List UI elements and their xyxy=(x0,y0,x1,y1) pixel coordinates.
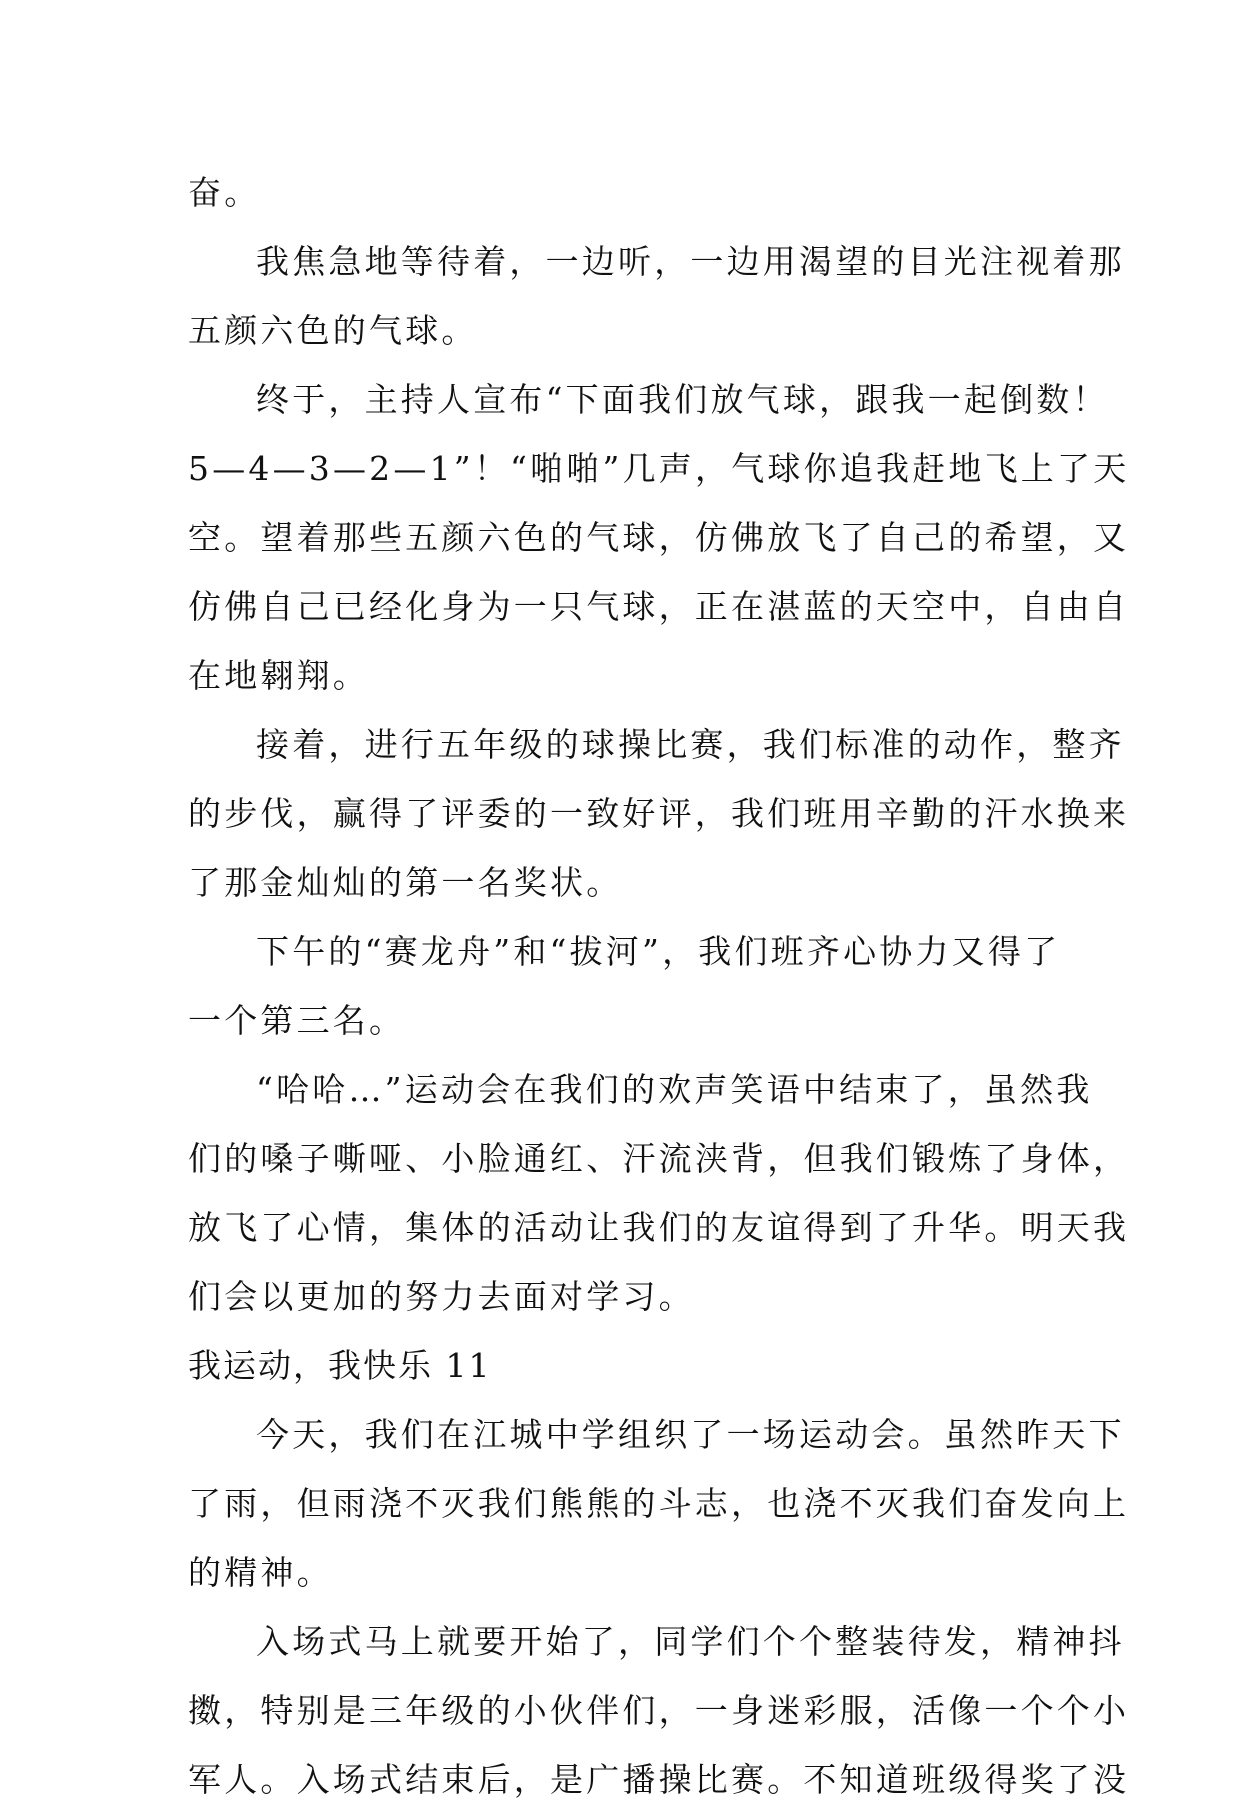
paragraph-line: 仿佛自己已经化身为一只气球，正在湛蓝的天空中，自由自 xyxy=(188,587,1130,626)
section-heading: 我运动，我快乐 11 xyxy=(188,1346,492,1385)
paragraph-line: 们的嗓子嘶哑、小脸通红、汗流浃背，但我们锻炼了身体， xyxy=(188,1139,1130,1178)
paragraph-line: 放飞了心情，集体的活动让我们的友谊得到了升华。明天我 xyxy=(188,1208,1130,1247)
paragraph-line: 的步伐，赢得了评委的一致好评，我们班用辛勤的汗水换来 xyxy=(188,794,1130,833)
paragraph-line: 们会以更加的努力去面对学习。 xyxy=(188,1277,695,1316)
paragraph-line: 我焦急地等待着，一边听，一边用渴望的目光注视着那 xyxy=(256,242,1125,281)
paragraph-line: 入场式马上就要开始了，同学们个个整装待发，精神抖 xyxy=(256,1622,1125,1661)
paragraph-line: 下午的“赛龙舟”和“拔河”，我们班齐心协力又得了 xyxy=(256,932,1061,971)
paragraph-line: 擞，特别是三年级的小伙伴们，一身迷彩服，活像一个个小 xyxy=(188,1691,1130,1730)
paragraph-line: 5—4—3—2—1”！“啪啪”几声，气球你追我赶地飞上了天 xyxy=(188,449,1130,488)
paragraph-line: 五颜六色的气球。 xyxy=(188,311,478,350)
document-page xyxy=(188,158,1130,1814)
paragraph-line: 军人。入场式结束后，是广播操比赛。不知道班级得奖了没 xyxy=(188,1760,1130,1799)
paragraph-line: 奋。 xyxy=(188,173,261,212)
paragraph-line: 的精神。 xyxy=(188,1553,333,1592)
paragraph-line: 一个第三名。 xyxy=(188,1001,406,1040)
paragraph-line: 终于，主持人宣布“下面我们放气球，跟我一起倒数！ xyxy=(256,380,1109,419)
paragraph-line: 接着，进行五年级的球操比赛，我们标准的动作，整齐 xyxy=(256,725,1125,764)
paragraph-line: “哈哈…”运动会在我们的欢声笑语中结束了，虽然我 xyxy=(256,1070,1093,1109)
paragraph-line: 空。望着那些五颜六色的气球，仿佛放飞了自己的希望，又 xyxy=(188,518,1130,557)
paragraph-line: 今天，我们在江城中学组织了一场运动会。虽然昨天下 xyxy=(256,1415,1125,1454)
paragraph-line: 在地翱翔。 xyxy=(188,656,369,695)
paragraph-line: 了那金灿灿的第一名奖状。 xyxy=(188,863,623,902)
paragraph-line: 了雨，但雨浇不灭我们熊熊的斗志，也浇不灭我们奋发向上 xyxy=(188,1484,1130,1523)
